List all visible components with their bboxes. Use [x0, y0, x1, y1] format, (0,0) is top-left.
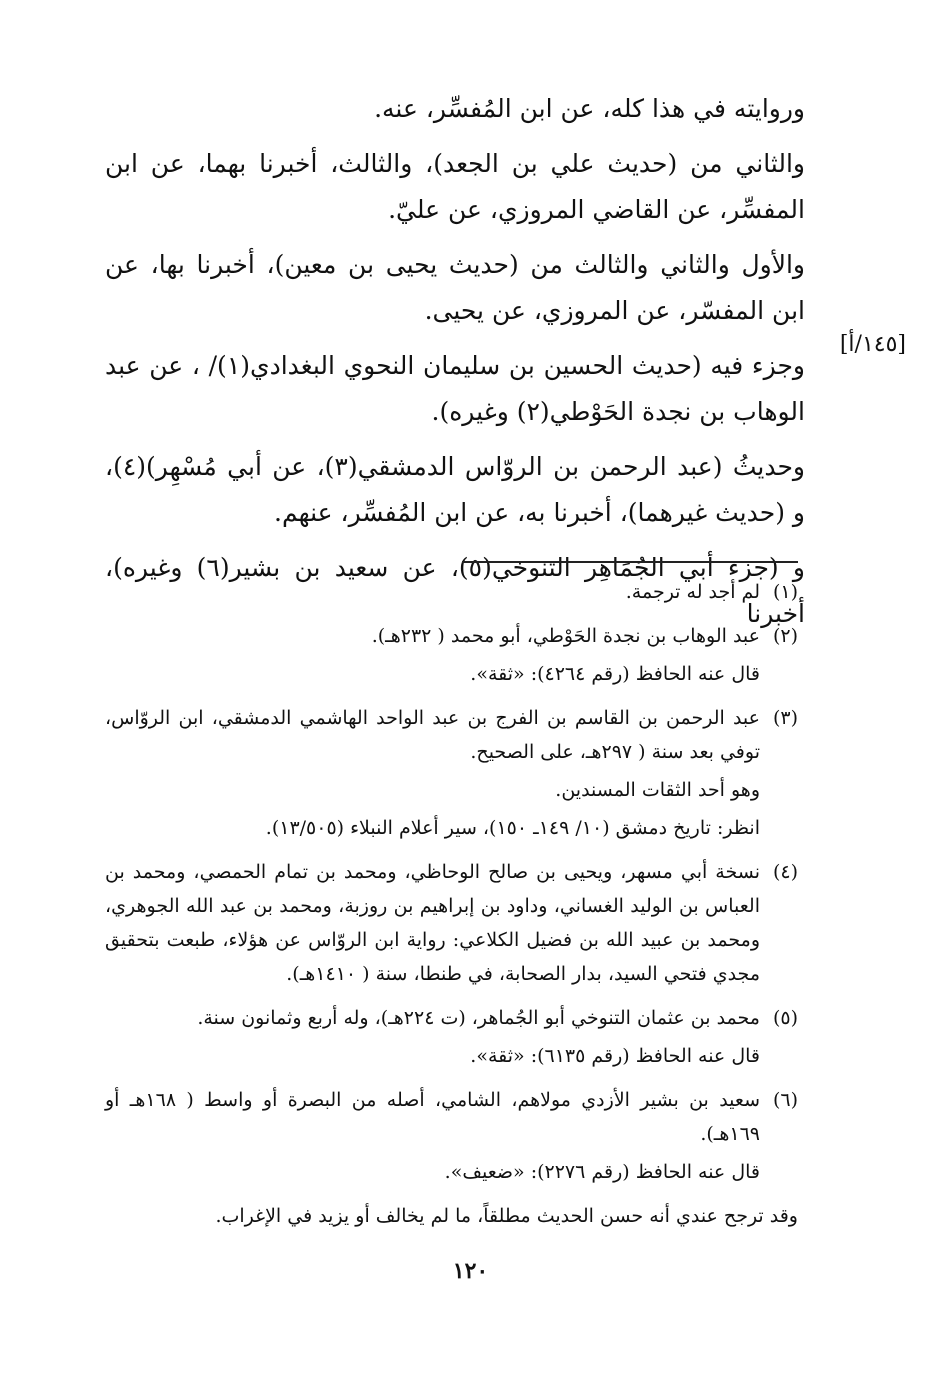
footnote-line: نسخة أبي مسهر، ويحيى بن صالح الوحاظي، ومحمد بن تمام الحمصي، ومحمد بن العباس بن الوليد الغساني، وداود بن إبراهيم بن روزبة، ومحمد بن عبد الله الجوهري، ومحمد بن عبيد الله بن فضيل الكلاعي: رواية ابن الروّاس عن هؤلاء، طبعت بتحقيق مجدي فتحي السيد، بدار الصحابة، في طنطا، سنة ( ١٤١٠هـ). [105, 861, 760, 985]
footnote-divider [462, 561, 798, 563]
footnote-line: لم أجد له ترجمة. [625, 581, 760, 603]
footnote-line: عبد الوهاب بن نجدة الحَوْطي، أبو محمد ( ٢٣٢هـ). [371, 625, 760, 647]
footnote-number: (٦) [772, 1089, 798, 1111]
footnote-number: (٢) [772, 625, 798, 647]
manuscript-folio-reference: [١٤٥/أ] [839, 332, 906, 357]
main-paragraph: وحديثُ (عبد الرحمن بن الروّاس الدمشقي(٣)، عن أبي مُسْهِر)(٤)، و (حديث غيرهما)، أخبرنا به، عن ابن المُفسِّر، عنهم. [105, 452, 805, 527]
footnote [105, 701, 798, 849]
main-paragraph: والأول والثاني والثالث من (حديث يحيى بن معين)، أخبرنا بها، عن ابن المفسّر، عن المروزي، عن يحيى. [105, 250, 805, 325]
footnote-line: وقد ترجح عندي أنه حسن الحديث مطلقاً، ما لم يخالف أو يزيد في الإغراب. [215, 1205, 798, 1227]
page-number: ١٢٠ [452, 1258, 489, 1284]
main-paragraph: وروايته في هذا كله، عن ابن المُفسِّر، عنه. [374, 94, 805, 123]
main-paragraph: وجزء فيه (حديث الحسين بن سليمان النحوي البغدادي(١)/ ، عن عبد الوهاب بن نجدة الحَوْطي(٢) وغيره). [105, 351, 805, 426]
footnote [105, 1001, 798, 1077]
footnote [105, 855, 798, 995]
footnote [105, 619, 798, 695]
footnote [105, 575, 798, 613]
footnote-line: سعيد بن بشير الأزدي مولاهم، الشامي، أصله من البصرة أو واسط ( ١٦٨هـ أو ١٦٩هـ). [105, 1089, 760, 1145]
footnote-line: قال عنه الحافظ (رقم ٤٢٦٤): «ثقة». [470, 663, 760, 685]
footnote-line: قال عنه الحافظ (رقم ٦١٣٥): «ثقة». [470, 1045, 760, 1067]
footnotes [105, 575, 798, 1237]
footnote-number: (١) [772, 581, 798, 603]
footnote-number: (٣) [772, 707, 798, 729]
main-paragraph: والثاني من (حديث علي بن الجعد)، والثالث، أخبرنا بهما، عن ابن المفسِّر، عن القاضي المروزي، عن عليّ. [105, 149, 805, 224]
footnote-number: (٤) [772, 861, 798, 883]
footnote [105, 1083, 798, 1193]
footnote-line: قال عنه الحافظ (رقم ٢٢٧٦): «ضعيف». [444, 1161, 760, 1183]
footnote-number: (٥) [772, 1007, 798, 1029]
main-paragraph: و (جزء أبي الجُمَاهِر التنوخي(٥)، عن سعيد بن بشير(٦) وغيره)، أخبرنا [105, 553, 806, 628]
footnote-line: انظر: تاريخ دمشق (١٠/ ١٤٩ـ ١٥٠)، سير أعلام النبلاء (١٣/٥٠٥). [265, 817, 760, 839]
footnote-line: عبد الرحمن بن القاسم بن الفرج بن عبد الواحد الهاشمي الدمشقي، ابن الروّاس، توفي بعد سنة ( ٢٩٧هـ، على الصحيح. [105, 707, 760, 763]
footnote-line: وهو أحد الثقات المسندين. [555, 779, 760, 801]
footnote-line: محمد بن عثمان التنوخي أبو الجُماهر، (ت ٢٢٤هـ)، وله أربع وثمانون سنة. [197, 1007, 760, 1029]
